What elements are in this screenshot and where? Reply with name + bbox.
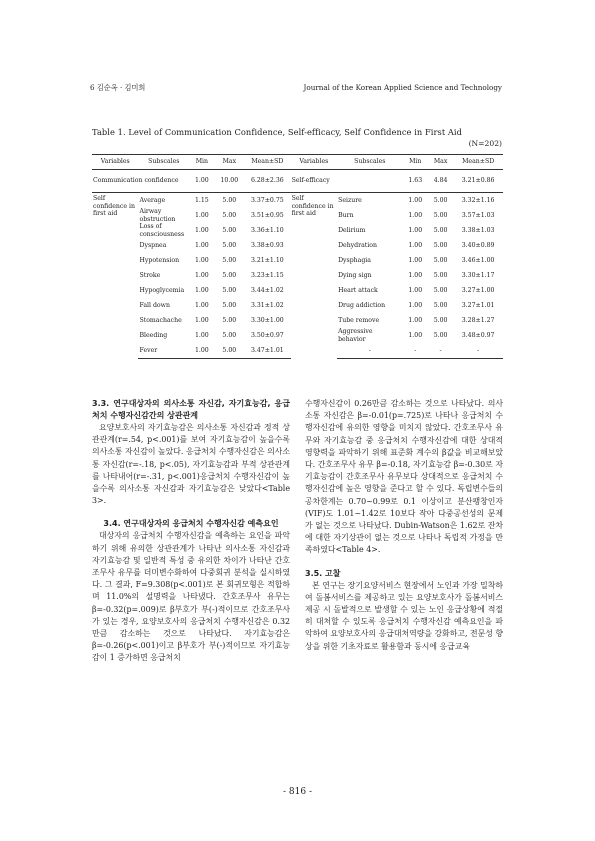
- cell-mean: 3.48±0.97: [461, 332, 495, 340]
- right-column: [305, 398, 503, 653]
- cell-min: 1.00: [408, 332, 423, 340]
- cell-min: 1.00: [194, 332, 209, 340]
- col-subscales: Subscales: [138, 155, 189, 170]
- cell-group-left: Self confidence in first aid: [93, 195, 135, 218]
- cell-group-right: Self confidence in first aid: [291, 195, 334, 218]
- cell-min: 1.00: [189, 344, 214, 359]
- cell-mean: 3.21±1.10: [250, 257, 284, 265]
- cell-min: 1.00: [194, 287, 209, 295]
- cell-max: 5.00: [222, 226, 237, 234]
- cell-max: 5.00: [222, 211, 237, 219]
- col-variables-2: Variables: [291, 155, 337, 170]
- cell-mean: 3.32±1.16: [461, 196, 495, 204]
- col-variables: Variables: [92, 155, 138, 170]
- table-header-row: [92, 155, 503, 170]
- cell-mean: 3.30±1.00: [250, 317, 284, 325]
- cell-mean: 3.47±1.01: [244, 344, 290, 359]
- cell-mean: 3.37±0.75: [250, 196, 284, 204]
- cell-max: 5.00: [433, 242, 448, 250]
- cell-min: 1.00: [189, 170, 214, 193]
- cell-max: 5.00: [222, 196, 237, 204]
- cell-min: -: [403, 344, 428, 359]
- cell-mean: 3.50±0.97: [250, 332, 284, 340]
- cell-min: 1.00: [408, 287, 423, 295]
- cell-mean: 3.23±1.15: [250, 272, 284, 280]
- cell-min: 1.00: [408, 226, 423, 234]
- cell-min: 1.00: [408, 302, 423, 310]
- cell-mean: 3.36±1.10: [250, 226, 284, 234]
- cell-subscale: Seizure: [338, 196, 362, 204]
- section-3-4-continued: 수행자신감이 0.26만큼 감소하는 것으로 나타났다. 의사소통 자신감은 β=-0.01(p=.725)로 나타나 응급처치 수행자신감에 유의한 영향을 미치지 않았다. 간호조무사 유무와 자기효능감 중 응급처치 수행자신감에 대한 상대적 영향력을 파악하기 위해 표준화 계수의 β값을 비교해보았다. 간호조무사 유무 β=-0.18, 자기효능감 β=-0.30로 자기효능감이 간호조무사 유무보다 상대적으로 응급처치 수행자신감에 높은 영향을 준다고 할 수 있다. 독립변수들의 공차한계는 0.70~0.99로 0.1 이상이고 분산팽창인자(VIF)도 1.01~1.42로 10보다 작아 다중공선성의 문제가 없는 것으로 나타났다. Dubin-Watson은 1.62로 잔차에 대한 자기상관이 없는 것으로 나타나 독립적 가정을 만족하였다<Table 4>.: [305, 399, 503, 555]
- table-row: [92, 170, 503, 193]
- cell-mean: 3.21±0.86: [453, 170, 503, 193]
- cell-subscale: Stomachache: [139, 317, 182, 325]
- table-row: [92, 193, 503, 209]
- cell-subscale: Bleeding: [139, 332, 168, 340]
- cell-subscale: Average: [139, 196, 166, 204]
- cell-min: 1.00: [408, 257, 423, 265]
- cell-min: 1.00: [194, 226, 209, 234]
- cell-max: 5.00: [222, 287, 237, 295]
- cell-mean: 3.31±1.02: [250, 302, 284, 310]
- cell-subscale: -: [337, 344, 403, 359]
- cell-max: 5.00: [433, 272, 448, 280]
- cell-subscale: Hypoglycemia: [139, 287, 185, 295]
- cell-subscale: Dysphagia: [338, 257, 371, 265]
- cell-mean: 3.51±0.95: [250, 211, 284, 219]
- cell-comm-var: Communication confidence: [92, 170, 189, 193]
- page-number: - 816 -: [283, 787, 312, 797]
- header-page-authors: 6 김순옥 · 김미희: [90, 83, 146, 92]
- section-3-5-title: 3.5. 고찰: [305, 568, 341, 578]
- section-3-4-body: 대상자의 응급처치 수행자신감을 예측하는 요인을 파악하기 위해 유의한 상관관계가 나타난 의사소통 자신감과 자기효능감 및 일반적 특성 중 유의한 차이가 나타난 간호조무사 유무를 더미변수화하여 다중회귀 분석을 실시하였다. 그 결과, F=9.308(p<.001)로 본 회귀모형은 적합하며 11.0%의 설명력을 나타냈다. 간호조무사 유무는 β=-0.32(p=.009)로 β부호가 부(-)적이므로 간호조무사가 있는 경우, 요양보호사의 응급처치 수행자신감은 0.32만큼 감소하는 것으로 나타났다. 자기효능감은 β=-0.26(p<.001)이고 β부호가 부(-)적이므로 자기효능감이 1 증가하면 응급처치: [92, 531, 290, 663]
- cell-mean: 3.28±1.27: [461, 317, 495, 325]
- cell-max: 5.00: [222, 332, 237, 340]
- cell-subscale: Tube remove: [338, 317, 380, 325]
- cell-subscale: Aggressive behavior: [338, 328, 373, 343]
- cell-self-efficacy: Self-efficacy: [291, 170, 403, 193]
- cell-min: 1.00: [408, 272, 423, 280]
- cell-max: 5.00: [222, 302, 237, 310]
- table-sample-size: (N=202): [468, 139, 502, 148]
- section-3-4-title: 3.4. 연구대상자의 응급처치 수행자신감 예측요인: [103, 519, 279, 529]
- cell-max: 10.00: [215, 170, 245, 193]
- col-min: Min: [189, 155, 214, 170]
- cell-subscale: Hypotension: [139, 257, 180, 265]
- cell-max: 5.00: [433, 287, 448, 295]
- cell-max: 5.00: [215, 344, 245, 359]
- cell-max: 5.00: [433, 226, 448, 234]
- cell-min: 1.00: [408, 211, 423, 219]
- cell-min: 1.00: [194, 272, 209, 280]
- cell-max: 5.00: [433, 302, 448, 310]
- cell-subscale: Stroke: [139, 272, 161, 280]
- cell-max: 5.00: [433, 196, 448, 204]
- cell-subscale: Fever: [138, 344, 189, 359]
- header-journal: Journal of the Korean Applied Science and Technology: [303, 83, 502, 92]
- cell-mean: 3.44±1.02: [250, 287, 284, 295]
- cell-subscale: Heart attack: [338, 287, 378, 295]
- cell-subscale: Burn: [338, 211, 354, 219]
- cell-mean: -: [453, 344, 503, 359]
- cell-mean: 3.27±1.00: [461, 287, 495, 295]
- cell-min: 1.00: [194, 211, 209, 219]
- cell-min: 1.00: [194, 302, 209, 310]
- cell-mean: 3.38±0.93: [250, 242, 284, 250]
- results-table: [92, 154, 503, 359]
- cell-max: 5.00: [433, 211, 448, 219]
- section-3-5-body: 본 연구는 장기요양서비스 현장에서 노인과 가장 밀착하여 돌봄서비스를 제공하고 있는 요양보호사가 돌봄서비스 제공 시 돌발적으로 발생할 수 있는 노인 응급상황에 적절히 대처할 수 있도록 응급처치 수행자신감 예측요인을 파악하여 요양보호사의 응급대처역량을 강화하고, 전문성 향상을 위한 기초자료로 활용함과 동시에 응급교육: [305, 580, 503, 651]
- cell-subscale: Fall down: [139, 302, 170, 310]
- cell-max: 4.84: [428, 170, 453, 193]
- col-subscales-2: Subscales: [337, 155, 403, 170]
- cell-mean: 3.40±0.89: [461, 242, 495, 250]
- cell-subscale: Delirium: [338, 226, 366, 234]
- cell-mean: 3.30±1.17: [461, 272, 495, 280]
- col-mean-sd-2: Mean±SD: [453, 155, 503, 170]
- cell-max: 5.00: [222, 272, 237, 280]
- cell-subscale: Loss of consciousness: [139, 223, 185, 238]
- cell-min: 1.63: [403, 170, 428, 193]
- cell-min: 1.00: [408, 317, 423, 325]
- col-min-2: Min: [403, 155, 428, 170]
- cell-mean: 3.27±1.01: [461, 302, 495, 310]
- section-3-3-title: 3.3. 연구대상자의 의사소통 자신감, 자기효능감, 응급처치 수행자신감간의 상관관계: [92, 399, 290, 420]
- cell-min: 1.15: [194, 196, 209, 204]
- col-max-2: Max: [428, 155, 453, 170]
- cell-min: 1.00: [408, 196, 423, 204]
- cell-subscale: Dyspnea: [139, 242, 167, 250]
- cell-mean: 3.46±1.00: [461, 257, 495, 265]
- cell-subscale: Airway obstruction: [139, 208, 176, 223]
- cell-min: 1.00: [194, 317, 209, 325]
- cell-min: 1.00: [408, 242, 423, 250]
- cell-max: 5.00: [433, 332, 448, 340]
- table-caption: Table 1. Level of Communication Confidence, Self-efficacy, Self Confidence in First Aid: [92, 127, 462, 137]
- cell-subscale: Dehydration: [338, 242, 377, 250]
- cell-subscale: Dying sign: [338, 272, 372, 280]
- cell-max: -: [428, 344, 453, 359]
- cell-max: 5.00: [222, 317, 237, 325]
- left-column: [92, 398, 290, 665]
- cell-subscale: Drug addiction: [338, 302, 386, 310]
- cell-max: 5.00: [433, 317, 448, 325]
- col-max: Max: [215, 155, 245, 170]
- cell-min: 1.00: [194, 257, 209, 265]
- cell-mean: 3.57±1.03: [461, 211, 495, 219]
- cell-mean: 3.38±1.03: [461, 226, 495, 234]
- cell-max: 5.00: [222, 257, 237, 265]
- section-3-3-body: 요양보호사의 자기효능감은 의사소통 자신감과 정적 상관관계(r=.54, p<.001)를 보여 자기효능감이 높을수록 의사소통 자신감이 높았다. 응급처치 수행자신감은 의사소통 자신감(r=-.18, p<.05), 자기효능감과 부적 상관관계를 나타내어(r=-.31, p<.001)응급처치 수행자신감이 높을수록 의사소통 자신감과 자기효능감은 낮았다<Table 3>.: [92, 423, 290, 506]
- cell-min: 1.00: [194, 242, 209, 250]
- col-mean-sd: Mean±SD: [244, 155, 290, 170]
- cell-mean: 6.28±2.36: [244, 170, 290, 193]
- cell-max: 5.00: [222, 242, 237, 250]
- cell-max: 5.00: [433, 257, 448, 265]
